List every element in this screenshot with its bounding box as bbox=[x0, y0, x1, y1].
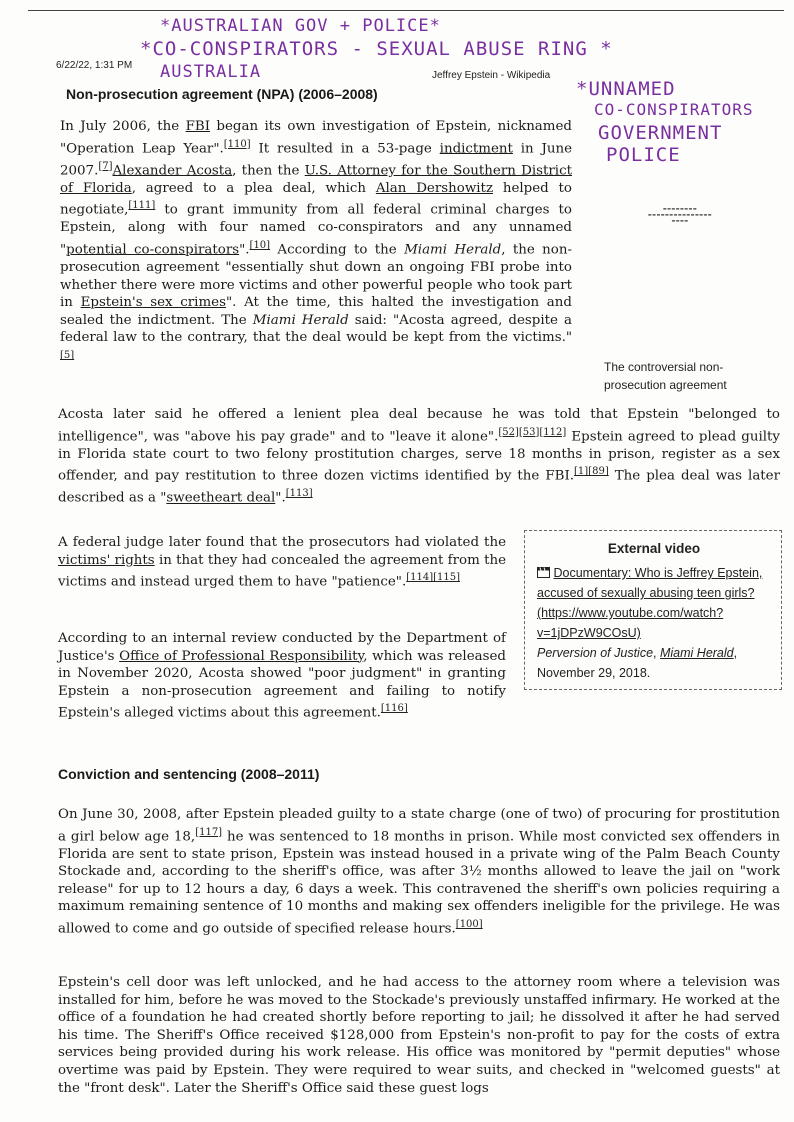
link-alan-dershowitz[interactable]: Alan Dershowitz bbox=[375, 180, 493, 196]
handwritten-note-3: AUSTRALIA bbox=[160, 62, 262, 82]
video-icon bbox=[537, 566, 553, 580]
link-epstein-sex-crimes[interactable]: Epstein's sex crimes bbox=[80, 295, 226, 311]
link-potential-co-conspirators[interactable]: potential co-conspirators bbox=[66, 242, 240, 258]
section-heading-npa: Non-prosecution agreement (NPA) (2006–2008) bbox=[66, 86, 378, 102]
source-title: Perversion of Justice bbox=[537, 646, 654, 660]
section-heading-conviction: Conviction and sentencing (2008–2011) bbox=[58, 766, 320, 782]
link-us-attorney[interactable]: U.S. Attorney for the Southern District of Florida bbox=[60, 163, 572, 196]
npa-document-thumbnail: ▬▬▬▬▬▬▬▬ ▬▬▬▬▬▬▬▬▬▬▬▬▬▬▬ ▬▬▬▬ bbox=[647, 206, 713, 223]
handwritten-side-note-3: GOVERNMENT bbox=[598, 122, 723, 144]
youtube-url-link[interactable]: (https://www.youtube.com/watch?v=1jDPzW9COsU) bbox=[537, 606, 724, 640]
citation-link[interactable]: [100] bbox=[455, 919, 483, 931]
npa-paragraph-2: Acosta later said he offered a lenient plea deal because he was told that Epstein "belonged to intelligence", was "above his pay grade" and to "leave it alone".[52][53][112] Epstein agreed to plead guilty in Florida state court to two felony prostitution charges, serve 18 months in prison, register as a sex offender, and pay restitution to three dozen victims identified by the FBI.[1][89] The plea deal was later described as a "sweetheart deal".[113] bbox=[58, 407, 781, 506]
citation-link[interactable]: [1][89] bbox=[574, 466, 609, 478]
link-office-of-professional-responsibility[interactable]: Office of Professional Responsibility bbox=[119, 648, 364, 664]
print-datetime: 6/22/22, 1:31 PM bbox=[56, 60, 133, 71]
external-video-title: External video bbox=[607, 541, 701, 556]
citation-link[interactable]: [10] bbox=[249, 239, 271, 251]
link-sweetheart-deal[interactable]: sweetheart deal bbox=[166, 490, 276, 506]
miami-herald-link[interactable]: Miami Herald bbox=[659, 646, 734, 660]
npa-paragraph-1: In July 2006, the FBI began its own investigation of Epstein, nicknamed "Operation Leap Year".[110] It resulted in a 53-page indictment in June 2007.[7]Alexander Acosta, then the U.S. Attorney for the Southern District of Florida, agreed to a plea deal, which Alan Dershowitz helped to negotiate,[111] to grant immunity from all federal criminal charges to Epstein, along with four named co-conspirators and any unnamed "potential co-conspirators".[10] According to the Miami Herald, the non-prosecution agreement "essentially shut down an ongoing FBI probe into whether there were more victims and other powerful people who took part in Epstein's sex crimes". At the time, this halted the investigation and sealed the indictment. The Miami Herald said: "Acosta agreed, despite a federal law to the contrary, that the deal would be kept from the victims."[5] bbox=[60, 119, 572, 361]
handwritten-side-note-4: POLICE bbox=[606, 144, 681, 166]
citation-link[interactable]: [113] bbox=[285, 488, 313, 500]
external-video-box: External video Documentary: Who is Jeffrey Epstein, accused of sexually abusing teen girls? (https://www.youtube.com/watch?v=1jDPzW9COsU) Perversion of Justice, Miami Herald, November 29, 2018. bbox=[524, 530, 782, 690]
handwritten-note-1: *AUSTRALIAN GOV + POLICE* bbox=[160, 16, 441, 36]
conviction-paragraph-1: On June 30, 2008, after Epstein pleaded guilty to a state charge (one of two) of procuring for prostitution a girl below age 18,[117] he was sentenced to 18 months in prison. While most convicted sex offenders in Florida are sent to state prison, Epstein was instead housed in a private wing of the Palm Beach County Stockade and, according to the sheriff's office, was after 3½ months allowed to leave the jail on "work release" for up to 12 hours a day, 6 days a week. This contravened the sheriff's own policies requiring a maximum remaining sentence of 10 months and making sex offenders ineligible for the privilege. He was allowed to come and go outside of specified release hours.[100] bbox=[58, 807, 780, 937]
citation-link[interactable]: [117] bbox=[195, 826, 223, 838]
print-page-title: Jeffrey Epstein - Wikipedia bbox=[432, 70, 551, 81]
citation-link[interactable]: [111] bbox=[128, 200, 156, 212]
link-indictment[interactable]: indictment bbox=[439, 141, 513, 157]
handwritten-side-note-1: *UNNAMED bbox=[576, 78, 676, 100]
video-date: , November 29, 2018. bbox=[537, 646, 738, 680]
handwritten-note-2: *CO-CONSPIRATORS - SEXUAL ABUSE RING * bbox=[140, 38, 613, 60]
citation-link[interactable]: [110] bbox=[223, 138, 251, 150]
link-victims-rights[interactable]: victims' rights bbox=[58, 552, 155, 568]
conviction-paragraph-2: Epstein's cell door was left unlocked, and he had access to the attorney room where a television was installed for him, before he was moved to the Stockade's previously unstaffed infirmary. He worked at the office of a foundation he had created shortly before reporting to jail; he dissolved it after he had served his time. The Sheriff's Office received $128,000 from Epstein's non-profit to pay for the costs of extra services being provided during his work release. His office was monitored by "permit deputies" whose overtime was paid by Epstein. They were required to wear suits, and checked in "welcomed guests" at the "front desk". Later the Sheriff's Office said these guest logs bbox=[58, 975, 780, 1096]
documentary-link[interactable]: Documentary: Who is Jeffrey Epstein, accused of sexually abusing teen girls? bbox=[537, 566, 763, 600]
citation-link[interactable]: [114][115] bbox=[406, 572, 461, 584]
citation-link[interactable]: [7] bbox=[98, 160, 113, 172]
handwritten-side-note-2: CO-CONSPIRATORS bbox=[594, 100, 754, 119]
npa-paragraph-3: A federal judge later found that the prosecutors had violated the victims' rights in that they had concealed the agreement from the victims and instead urged them to have "patience".[114][115] bbox=[58, 535, 506, 590]
link-alexander-acosta[interactable]: Alexander Acosta bbox=[112, 163, 233, 179]
citation-link[interactable]: [5] bbox=[60, 350, 75, 361]
npa-paragraph-4: According to an internal review conducted by the Department of Justice's Office of Professional Responsibility, which was released in November 2020, Acosta showed "poor judgment" in granting Epstein a non-prosecution agreement and failing to notify Epstein's alleged victims about this agreement.[116] bbox=[58, 631, 506, 721]
npa-image-caption: The controversial non-prosecution agreement bbox=[604, 360, 727, 392]
link-fbi[interactable]: FBI bbox=[185, 119, 211, 134]
top-border-line bbox=[28, 10, 784, 11]
citation-link[interactable]: [116] bbox=[380, 703, 408, 715]
citation-link[interactable]: [52][53][112] bbox=[498, 426, 567, 438]
